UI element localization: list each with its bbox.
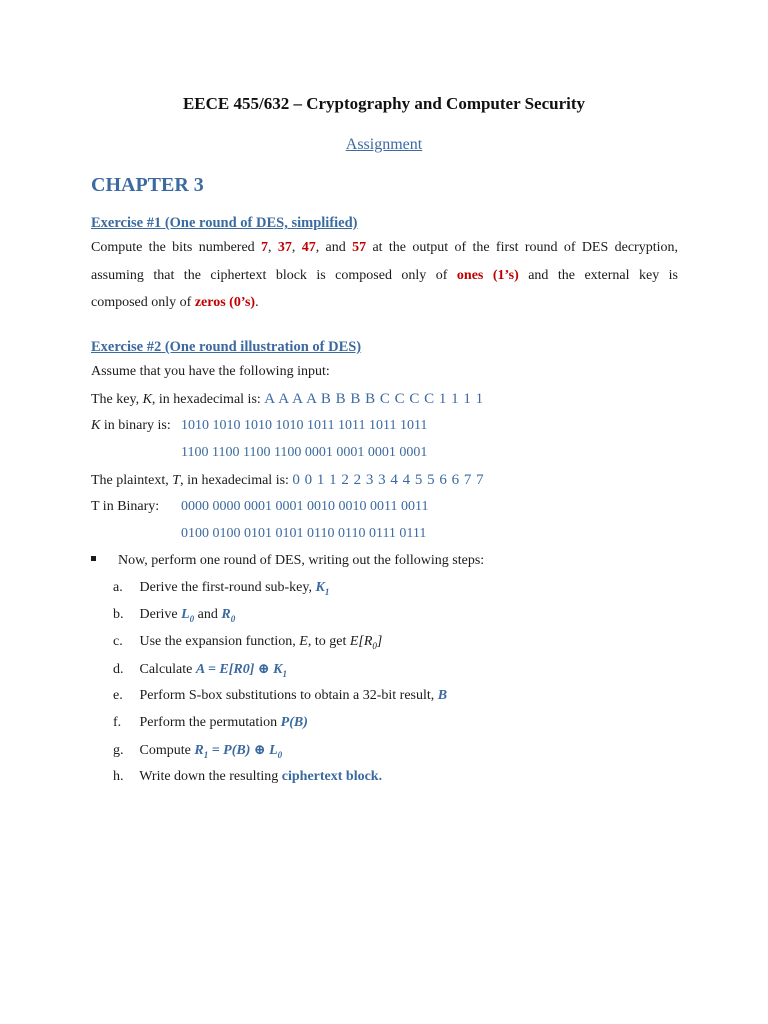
r1-expression: $R_1 = P(B)$ ⊕ $L_0$	[194, 743, 283, 760]
bit-37: 37	[277, 240, 292, 255]
key-binary-value-1: 1010 1010 1010 1010 1011 1011 1011 1011	[181, 418, 428, 433]
key-hex-value: A A A A B B B B C C C C 1 1 1 1	[264, 391, 484, 407]
text: and the external key is	[528, 268, 679, 283]
text: composed only of	[91, 295, 192, 310]
chapter-heading: CHAPTER 3	[91, 174, 204, 196]
bullet-square-icon	[91, 556, 96, 561]
r0-symbol: $R_0$	[221, 607, 236, 624]
exercise-1-heading: Exercise #1 (One round of DES, simplified)	[91, 215, 358, 231]
ones-highlight: ones (1’s)	[456, 268, 519, 283]
step-d	[113, 661, 287, 679]
exercise-1-line-2	[91, 268, 678, 284]
step-a	[113, 580, 329, 597]
step-text: Calculate	[139, 662, 193, 677]
plaintext-binary-value-1: 0000 0000 0001 0001 0010 0010 0011 0011	[181, 499, 429, 514]
step-text: Derive	[139, 607, 178, 622]
var-t: T	[172, 473, 181, 488]
step-label: c.	[113, 634, 123, 649]
step-g	[113, 742, 282, 760]
plaintext-binary-line-2	[181, 526, 426, 542]
assignment-heading: Assignment	[345, 136, 423, 153]
var-e: E	[299, 634, 308, 649]
text: Compute the bits numbered	[91, 240, 255, 255]
step-text: Perform S-box substitutions to obtain a 32-bit result,	[139, 688, 435, 703]
text: in binary is:	[100, 418, 171, 433]
bit-47: 47	[301, 240, 316, 255]
step-label: f.	[113, 715, 122, 730]
zeros-highlight: zeros (0’s)	[194, 295, 256, 310]
var-k: K	[91, 418, 101, 433]
text: , in hexadecimal is:	[151, 392, 261, 407]
exercise-1-line-3	[91, 295, 259, 311]
exercise-2-heading: Exercise #2 (One round illustration of DES)	[91, 339, 362, 355]
step-text: Perform the permutation	[139, 715, 278, 730]
var-k: K	[142, 392, 152, 407]
step-f	[113, 715, 308, 731]
step-label: b.	[113, 607, 124, 622]
document-title: EECE 455/632 – Cryptography and Computer Security	[182, 94, 586, 113]
step-e	[113, 688, 447, 704]
text: The key,	[91, 392, 140, 407]
k1-symbol: $K_1$	[315, 580, 330, 597]
key-binary-value-2: 1100 1100 1100 1100 0001 0001 0001 0001	[181, 445, 428, 460]
step-text: Compute	[139, 743, 191, 758]
b-symbol: B	[437, 688, 448, 703]
text: T in Binary:	[91, 499, 160, 514]
plaintext-hex-line	[91, 472, 484, 489]
step-h	[113, 769, 382, 785]
step-text: Derive the first-round sub-key,	[139, 580, 312, 595]
text: The plaintext,	[91, 473, 169, 488]
exercise-2-intro: Assume that you have the following input:	[91, 364, 330, 379]
bit-57: 57	[352, 240, 367, 255]
l0-symbol: $L_0$	[181, 607, 195, 624]
pb-symbol: P(B)	[280, 715, 308, 730]
comma: ,	[268, 240, 272, 255]
text: assuming that the ciphertext block is composed only of	[91, 268, 448, 283]
plaintext-binary-line-1	[91, 499, 429, 515]
step-text: , to get	[307, 634, 347, 649]
e-r0-expr: $E[R_0]$	[349, 634, 383, 651]
step-text: Write down the resulting	[139, 769, 279, 784]
text: at the output of the first round of DES decryption,	[372, 240, 678, 255]
text: , in hexadecimal is:	[180, 473, 289, 488]
and-text: and	[194, 607, 222, 622]
step-label: g.	[113, 743, 124, 758]
bullet-text: Now, perform one round of DES, writing out the following steps:	[118, 553, 485, 568]
ciphertext-block-highlight: ciphertext block.	[281, 769, 383, 784]
plaintext-binary-value-2: 0100 0100 0101 0101 0110 0110 0111 0111	[181, 526, 427, 541]
step-label: e.	[113, 688, 123, 703]
plaintext-hex-value: 0 0 1 1 2 2 3 3 4 4 5 5 6 6 7 7	[292, 472, 485, 488]
key-binary-line-1	[91, 418, 428, 434]
step-label: h.	[113, 769, 124, 784]
and-text: , and	[315, 240, 346, 255]
bullet-item	[91, 553, 484, 569]
step-b	[113, 607, 235, 624]
comma: ,	[291, 240, 296, 255]
key-hex-line	[91, 391, 484, 408]
step-label: a.	[113, 580, 123, 595]
period: .	[255, 295, 259, 310]
a-expression: A = E[R0] ⊕ $K_1$	[195, 662, 287, 679]
key-binary-line-2	[181, 445, 427, 461]
exercise-1-line-1	[91, 240, 678, 256]
step-text: Use the expansion function,	[139, 634, 296, 649]
bit-7: 7	[261, 240, 269, 255]
step-label: d.	[113, 662, 124, 677]
step-c	[113, 634, 382, 651]
